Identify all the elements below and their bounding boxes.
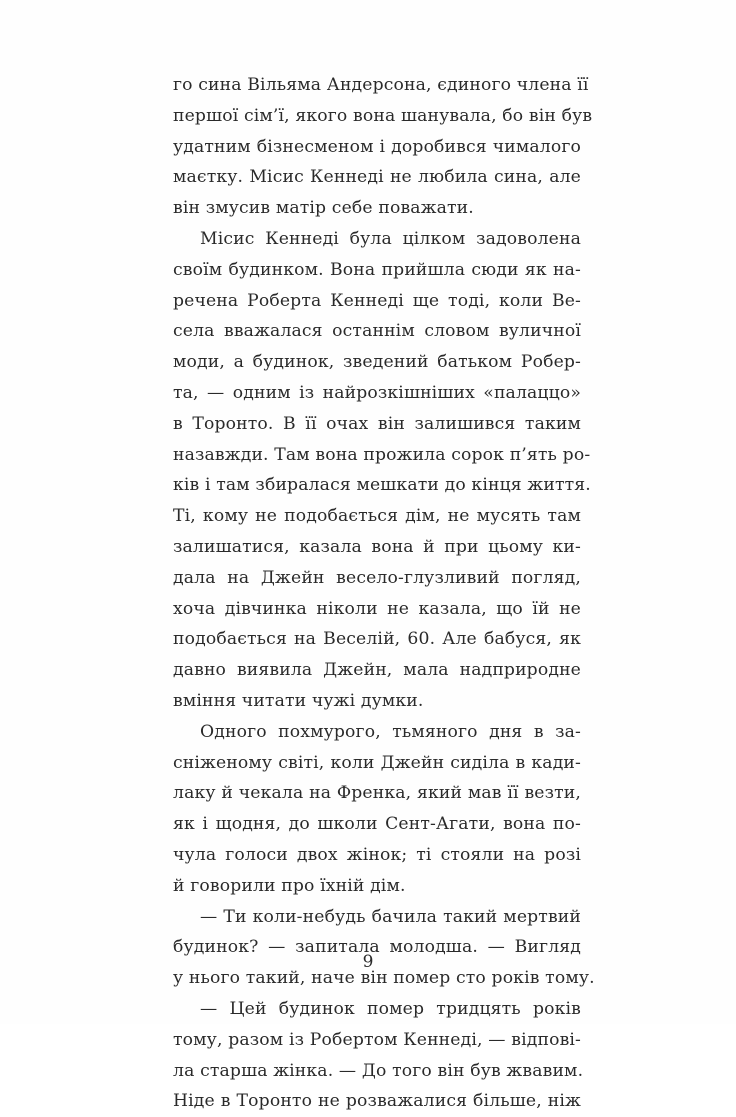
text-line: ла старша жінка. — До того він був жвавим.	[173, 1060, 584, 1081]
text-line: залишатися, казала вона й при цьому ки-	[173, 536, 581, 557]
text-line: — Цей будинок помер тридцять років	[200, 998, 581, 1019]
text-line: Одного похмурого, тьмяного дня в за-	[200, 721, 581, 742]
text-line: будинок? — запитала молодша. — Вигляд	[173, 937, 581, 958]
text-line: подобається на Веселій, 60. Але бабуся, як	[173, 629, 581, 650]
text-line: в Торонто. В її очах він залишився таким	[173, 413, 581, 434]
text-line: чула голоси двох жінок; ті стояли на розі	[173, 844, 581, 865]
text-line: у нього такий, наче він помер сто років тому.	[173, 968, 595, 989]
text-line: першої сім’ї, якого вона шанувала, бо він був	[173, 105, 593, 126]
text-line: тому, разом із Робертом Кеннеді, — відпові-	[173, 1029, 581, 1050]
text-line: речена Роберта Кеннеді ще тоді, коли Ве-	[173, 290, 581, 311]
text-line: своїм будинком. Вона прийшла сюди як на-	[173, 259, 581, 280]
text-line: Місис Кеннеді була цілком задоволена	[200, 228, 581, 249]
text-line: го сина Вільяма Андерсона, єдиного члена її	[173, 75, 589, 95]
page-number: 9	[362, 952, 374, 972]
text-line: й говорили про їхній дім.	[173, 875, 406, 896]
text-line: ків і там збиралася мешкати до кінця життя.	[173, 475, 591, 496]
text-line: вміння читати чужі думки.	[173, 690, 424, 711]
text-line: він змусив матір себе поважати.	[173, 198, 474, 219]
text-line: моди, а будинок, зведений батьком Робер-	[173, 352, 581, 373]
text-line: Ніде в Торонто не розважалися більше, ніж	[173, 1091, 581, 1112]
text-line: удатним бізнесменом і доробився чималого	[173, 136, 581, 157]
text-line: села вважалася останнім словом вуличної	[173, 321, 581, 342]
text-line: маєтку. Місис Кеннеді не любила сина, але	[173, 167, 581, 188]
text-line: та, — одним із найрозкішніших «палаццо»	[173, 382, 581, 403]
text-line: лаку й чекала на Френка, який мав її везти,	[173, 783, 581, 804]
text-line: — Ти коли-небудь бачила такий мертвий	[200, 906, 581, 927]
text-line: назавжди. Там вона прожила сорок п’ять ро-	[173, 444, 591, 465]
text-line: як і щодня, до школи Сент-Агати, вона по-	[173, 814, 581, 835]
text-line: сніженому світі, коли Джейн сиділа в кади-	[173, 752, 581, 773]
text-line: давно виявила Джейн, мала надприродне	[173, 660, 581, 681]
text-line: дала на Джейн весело-глузливий погляд,	[173, 567, 581, 588]
text-line: Ті, кому не подобається дім, не мусять там	[173, 506, 581, 527]
text-line: хоча дівчинка ніколи не казала, що їй не	[173, 598, 581, 619]
